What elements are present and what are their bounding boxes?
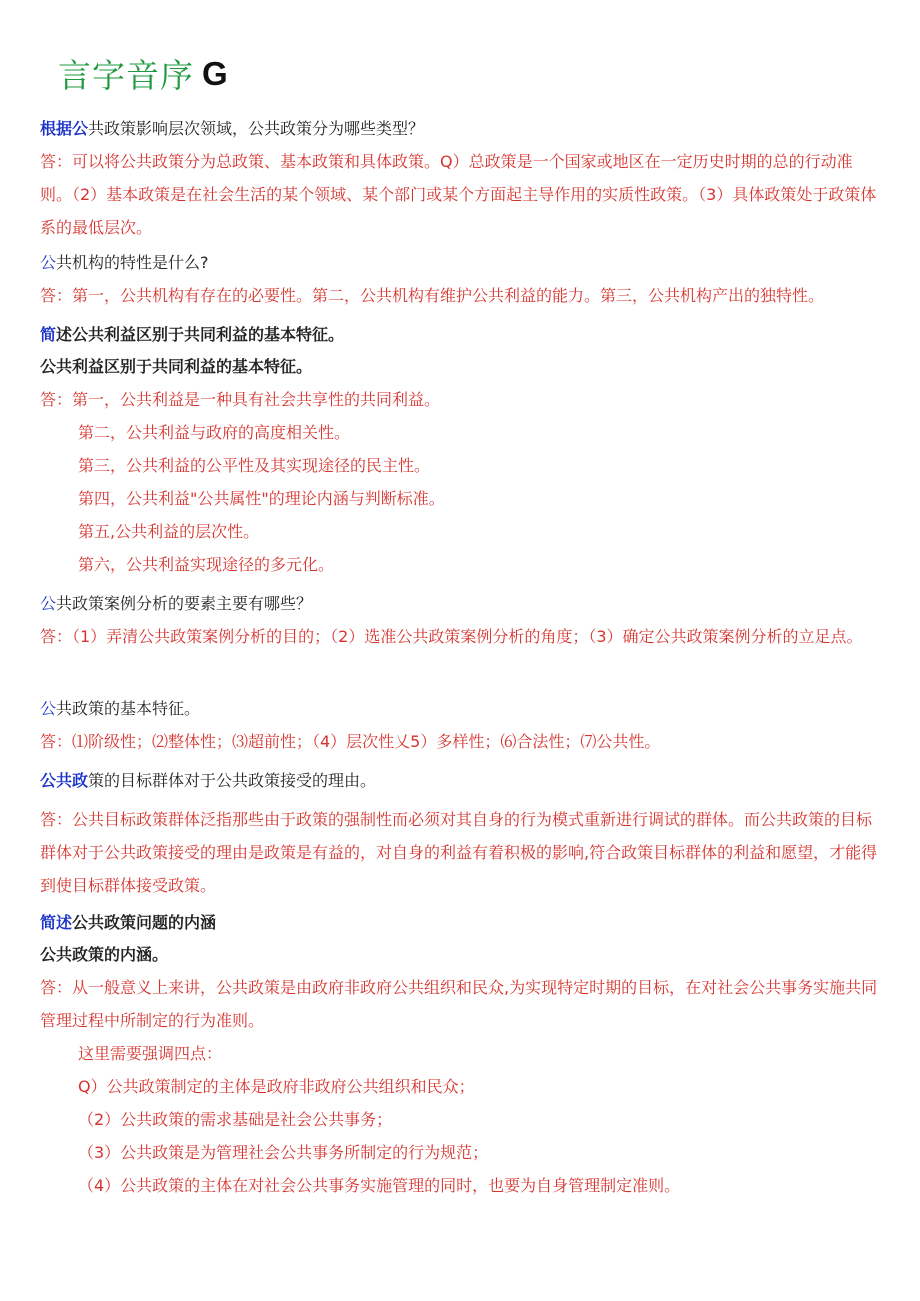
answer-item: 第二，公共利益与政府的高度相关性。 <box>78 423 351 442</box>
answer-item: 第三，公共利益的公平性及其实现途径的民主性。 <box>78 456 431 475</box>
question-text: 共政策的基本特征。 <box>56 699 201 718</box>
header-title: 言字音序 <box>58 56 194 95</box>
page-header <box>58 50 228 94</box>
answer: 答：第一，公共机构有存在的必要性。第二，公共机构有维护公共利益的能力。第三，公共机构产出的独特性。 <box>40 286 825 305</box>
question-text: 策的目标群体对于公共政策接受的理由。 <box>88 771 377 790</box>
question <box>40 588 882 620</box>
answer-item: Q）公共政策制定的主体是政府非政府公共组织和民众； <box>78 1077 475 1096</box>
question-text: 述公共利益区别于共同利益的基本特征。 <box>56 325 345 344</box>
answer: 答：第一，公共利益是一种具有社会共享性的共同利益。 <box>40 390 441 409</box>
question <box>40 693 882 725</box>
answer-item: 第六，公共利益实现途径的多元化。 <box>78 555 335 574</box>
question-text: 公共政策问题的内涵 <box>72 913 217 932</box>
header-letter: G <box>202 54 228 92</box>
qa-block-4 <box>40 588 882 653</box>
answer-item: 第四，公共利益"公共属性"的理论内涵与判断标准。 <box>78 489 445 508</box>
question-text: 共机构的特性是什么? <box>56 253 209 272</box>
answer: 答：公共目标政策群体泛指那些由于政策的强制性而必须对其自身的行为模式重新进行调试的群体。而公共政策的目标群体对于公共政策接受的理由是政策是有益的，对自身的利益有着积极的影响,符合政策目标群体的利益和愿望，才能得到使目标群体接受政策。 <box>40 810 878 895</box>
question-subtitle: 公共政策的内涵。 <box>40 945 169 964</box>
question <box>40 765 882 797</box>
question-subtitle: 公共利益区别于共同利益的基本特征。 <box>40 357 313 376</box>
answer-item: （2）公共政策的需求基础是社会公共事务； <box>78 1110 393 1129</box>
question <box>40 113 882 145</box>
qa-block-6 <box>40 765 882 902</box>
question-lead: 公 <box>40 253 57 272</box>
question-lead: 根据公 <box>40 119 89 138</box>
question-lead: 简述 <box>40 913 73 932</box>
answer: 答：可以将公共政策分为总政策、基本政策和具体政策。Q）总政策是一个国家或地区在一定历史时期的总的行动准则。（2）基本政策是在社会生活的某个领域、某个部门或某个方面起主导作用的实质性政策。（3）具体政策处于政策体系的最低层次。 <box>40 152 877 237</box>
question-lead: 公共政 <box>40 771 89 790</box>
question <box>40 319 882 351</box>
qa-block-2 <box>40 247 882 312</box>
question-text: 共政策案例分析的要素主要有哪些？ <box>56 594 313 613</box>
answer: 答：⑴阶级性；⑵整体性；⑶超前性；（4）层次性乂5）多样性；⑹合法性；⑺公共性。 <box>40 732 661 751</box>
question-lead: 公 <box>40 594 57 613</box>
qa-block-5 <box>40 693 882 758</box>
qa-block-7 <box>40 907 882 1202</box>
question <box>40 247 882 279</box>
answer-item: （3）公共政策是为管理社会公共事务所制定的行为规范； <box>78 1143 489 1162</box>
answer-item: （4）公共政策的主体在对社会公共事务实施管理的同时，也要为自身管理制定准则。 <box>78 1176 681 1195</box>
question-text: 共政策影响层次领域，公共政策分为哪些类型？ <box>88 119 425 138</box>
question-lead: 公 <box>40 699 57 718</box>
qa-block-1 <box>40 113 882 244</box>
question-lead: 简 <box>40 325 57 344</box>
answer-item: 这里需要强调四点： <box>78 1044 223 1063</box>
answer-item: 第五,公共利益的层次性。 <box>78 522 260 541</box>
question <box>40 907 882 939</box>
qa-block-3 <box>40 319 882 581</box>
answer: 答：（1）弄清公共政策案例分析的目的；（2）选准公共政策案例分析的角度；（3）确定公共政策案例分析的立足点。 <box>40 627 863 646</box>
answer: 答：从一般意义上来讲，公共政策是由政府非政府公共组织和民众,为实现特定时期的目标，在对社会公共事务实施共同管理过程中所制定的行为准则。 <box>40 978 878 1030</box>
